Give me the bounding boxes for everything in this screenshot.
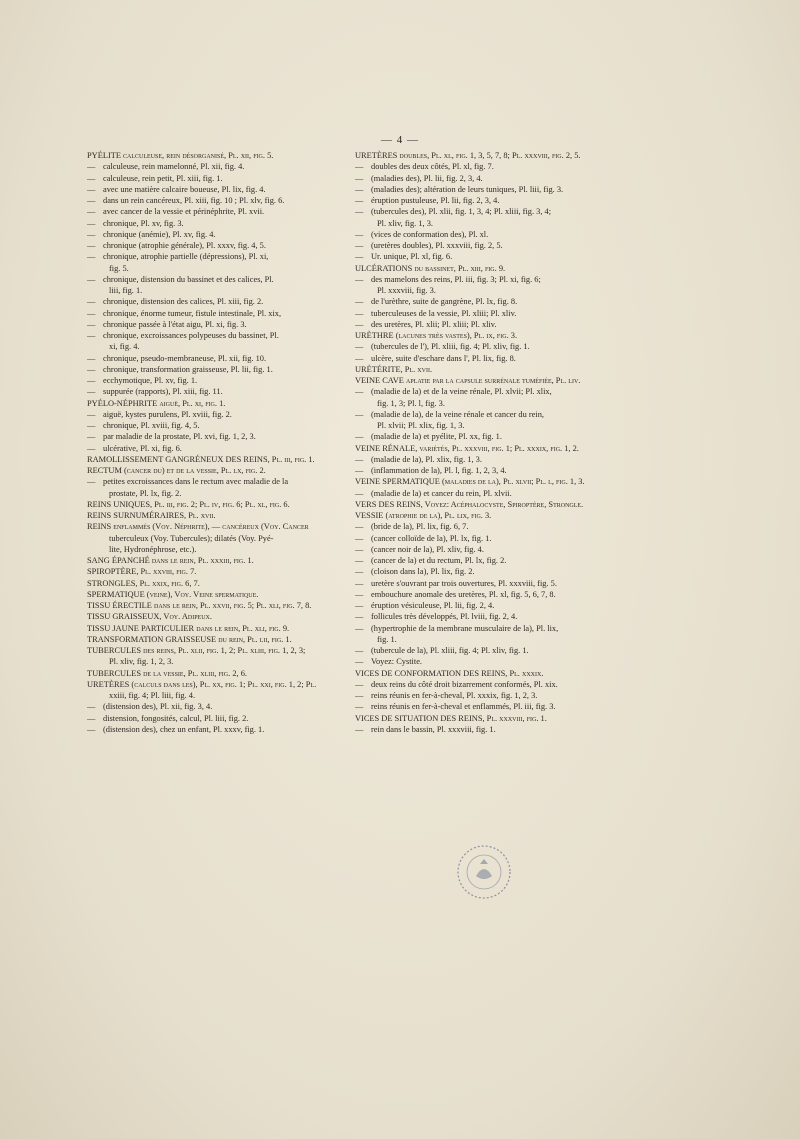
left-index-entry: RAMOLLISSEMENT GANGRÉNEUX DES REINS, Pl. iii, fig. 1. (87, 454, 315, 464)
left-index-entry: lite, Hydronéphrose, etc.). (109, 544, 197, 554)
left-index-entry: TUBERCULES des reins, Pl. xlii, fig. 1, 2; Pl. xliii, fig. 1, 2, 3; (87, 646, 306, 655)
right-index-entry: — (uretères doubles), Pl. xxxviii, fig. 2, 5. (355, 240, 617, 251)
index-column-right (355, 150, 617, 735)
left-index-entry: — chronique, excroissances polypeuses du bassinet, Pl. (87, 330, 345, 341)
left-index-entry: TUBERCULES de la vessie, Pl. xliii, fig. 2, 6. (87, 668, 247, 678)
left-index-entry: — chronique, Pl. xv, fig. 3. (87, 218, 345, 229)
right-index-entry: — (maladie de la) et cancer du rein, Pl. xlvii. (355, 488, 617, 499)
right-index-entry: — (hypertrophie de la membrane musculaire de la), Pl. lix, (355, 623, 617, 634)
left-index-entry: SPERMATIQUE (veine), Voy. Veine spermatique. (87, 589, 259, 599)
left-index-entry: — ulcérative, Pl. xi, fig. 6. (87, 443, 345, 454)
right-index-entry: — (cloison dans la), Pl. lix, fig. 2. (355, 566, 617, 577)
right-index-entry: Pl. xlvii; Pl. xlix, fig. 1, 3. (377, 421, 465, 430)
left-index-entry: — chronique, pseudo-membraneuse, Pl. xii, fig. 10. (87, 353, 345, 364)
left-index-entry: — calculeuse, rein mamelonné, Pl. xii, fig. 4. (87, 161, 345, 172)
right-index-entry: — reins réunis en fer-à-cheval, Pl. xxxix, fig. 1, 2, 3. (355, 690, 617, 701)
left-index-entry: xxiii, fig. 4; Pl. liii, fig. 4. (109, 691, 196, 700)
right-index-entry: — des uretères, Pl. xlii; Pl. xliii; Pl. xliv. (355, 319, 617, 330)
right-index-entry: — (maladies des), Pl. lii, fig. 2, 3, 4. (355, 173, 617, 184)
right-index-entry: — Voyez: Cystite. (355, 656, 617, 667)
right-index-entry: — reins réunis en fer-à-cheval et enflammés, Pl. iii, fig. 3. (355, 701, 617, 712)
left-index-entry: — chronique (atrophie générale), Pl. xxxv, fig. 4, 5. (87, 240, 345, 251)
left-index-entry: fig. 5. (109, 263, 129, 273)
left-index-entry: tuberculeux (Voy. Tubercules); dilatés (Voy. Pyé- (109, 533, 274, 543)
left-index-entry: — chronique (anémie), Pl. xv, fig. 4. (87, 229, 345, 240)
right-index-entry: — (inflammation de la), Pl. l, fig. 1, 2, 3, 4. (355, 465, 617, 476)
right-index-entry: — rein dans le bassin, Pl. xxxviii, fig. 1. (355, 724, 617, 735)
right-index-entry: — (maladies des); altération de leurs tuniques, Pl. liii, fig. 3. (355, 184, 617, 195)
left-index-entry: REINS enflammés (Voy. Néphrite), — cancéreux (Voy. Cancer (87, 522, 309, 532)
right-index-entry: — (bride de la), Pl. lix, fig. 6, 7. (355, 521, 617, 532)
right-index-entry: fig. 1, 3; Pl. l, fig. 3. (377, 398, 445, 408)
right-index-entry: — éruption pustuleuse, Pl. lii, fig. 2, 3, 4. (355, 195, 617, 206)
library-stamp (452, 840, 516, 904)
left-index-entry: — suppurée (rapports), Pl. xiii, fig. 11. (87, 386, 345, 397)
right-index-entry: VESSIE (atrophie de la), Pl. lix, fig. 3. (355, 511, 492, 520)
left-index-entry: — chronique passée à l'état aigu, Pl. xi, fig. 3. (87, 319, 345, 330)
left-index-entry: — chronique, énorme tumeur, fistule intestinale, Pl. xix, (87, 308, 345, 319)
left-index-entry: — chronique, Pl. xviii, fig. 4, 5. (87, 420, 345, 431)
right-index-entry: — (maladie de la) et pyélite, Pl. xx, fig. 1. (355, 431, 617, 442)
right-index-entry: fig. 1. (377, 634, 397, 644)
right-index-entry: VEINE RÉNALE, variétés, Pl. xxxviii, fig. 1; Pl. xxxix, fig. 1, 2. (355, 443, 579, 453)
left-index-entry: REINS UNIQUES, Pl. iii, fig. 2; Pl. iv, fig. 6; Pl. xl, fig. 6. (87, 499, 290, 509)
right-index-entry: — (maladie de la), Pl. xlix, fig. 1, 3. (355, 454, 617, 465)
right-index-entry: Pl. xxxviii, fig. 3. (377, 286, 436, 295)
right-index-entry: URÈTHRE (lacunes très vastes), Pl. ix, fig. 3. (355, 331, 518, 340)
left-index-entry: URETÈRES (calculs dans les), Pl. xx, fig. 1; Pl. xxi, fig. 1, 2; Pl. (87, 679, 317, 689)
right-index-entry: VERS DES REINS, Voyez: Acéphalocyste, Spiroptère, Strongle. (355, 499, 584, 509)
left-index-entry: liii, fig. 1. (109, 286, 143, 295)
right-index-entry: — embouchure anomale des uretères, Pl. xl, fig. 5, 6, 7, 8. (355, 589, 617, 600)
right-index-entry: URETÈRES doubles, Pl. xl, fig. 1, 3, 5, 7, 8; Pl. xxxviii, fig. 2, 5. (355, 151, 581, 160)
index-column-left (87, 150, 345, 735)
right-index-entry: — (tubercules de l'), Pl. xliii, fig. 4; Pl. xliv, fig. 1. (355, 341, 617, 352)
left-index-entry: SPIROPTÈRE, Pl. xxviii, fig. 7. (87, 567, 197, 577)
left-index-entry: STRONGLES, Pl. xxix, fig. 6, 7. (87, 578, 200, 588)
right-index-entry: — tuberculeuses de la vessie, Pl. xliii; Pl. xliv. (355, 308, 617, 319)
left-index-entry: — (distension des), Pl. xii, fig. 3, 4. (87, 701, 345, 712)
left-index-entry: — par maladie de la prostate, Pl. xvi, fig. 1, 2, 3. (87, 431, 345, 442)
page-number: — 4 — (381, 134, 419, 146)
right-index-entry: — doubles des deux côtés, Pl. xl, fig. 7. (355, 161, 617, 172)
left-index-entry: SANG ÉPANCHÉ dans le rein, Pl. xxxiii, fig. 1. (87, 556, 254, 565)
right-index-entry: — (tubercule de la), Pl. xliii, fig. 4; Pl. xliv, fig. 1. (355, 645, 617, 656)
right-index-entry: — (cancer de la) et du rectum, Pl. lx, fig. 2. (355, 555, 617, 566)
left-index-entry: PYÉLO-NÉPHRITE aiguë, Pl. xi, fig. 1. (87, 398, 226, 408)
right-index-entry: — de l'urèthre, suite de gangrène, Pl. lx, fig. 8. (355, 296, 617, 307)
left-index-entry: — calculeuse, rein petit, Pl. xiii, fig. 1. (87, 173, 345, 184)
left-index-entry: — chronique, distension du bassinet et des calices, Pl. (87, 274, 345, 285)
left-index-entry: TRANSFORMATION GRAISSEUSE du rein, Pl. lii, fig. 1. (87, 634, 292, 644)
right-index-entry: — (maladie de la), de la veine rénale et cancer du rein, (355, 409, 617, 420)
left-index-entry: PYÉLITE calculeuse, rein désorganisé, Pl. xii, fig. 5. (87, 151, 274, 160)
right-index-entry: — follicules très développés, Pl. lviii, fig. 2, 4. (355, 611, 617, 622)
right-index-entry: ULCÉRATIONS du bassinet, Pl. xiii, fig. 9. (355, 263, 506, 273)
left-index-entry: — chronique, atrophie partielle (dépressions), Pl. xi, (87, 251, 345, 262)
left-index-entry: RECTUM (cancer du) et de la vessie, Pl. lx, fig. 2. (87, 466, 266, 475)
right-index-entry: — des mamelons des reins, Pl. iii, fig. 3; Pl. xi, fig. 6; (355, 274, 617, 285)
right-index-entry: VICES DE CONFORMATION DES REINS, Pl. xxxix. (355, 668, 544, 678)
right-index-entry: VEINE CAVE aplatie par la capsule surrénale tuméfiée, Pl. liv. (355, 376, 581, 385)
left-index-entry: Pl. xliv, fig. 1, 2, 3. (109, 657, 174, 667)
left-index-entry: — petites excroissances dans le rectum avec maladie de la (87, 476, 345, 487)
left-index-entry: — distension, fongosités, calcul, Pl. liii, fig. 2. (87, 713, 345, 724)
right-index-entry: VEINE SPERMATIQUE (maladies de la), Pl. xlvii; Pl. l, fig. 1, 3. (355, 477, 585, 487)
right-index-entry: — ulcère, suite d'eschare dans l', Pl. lix, fig. 8. (355, 353, 617, 364)
left-index-entry: TISSU GRAISSEUX, Voy. Adipeux. (87, 612, 212, 622)
left-index-entry: — aiguë, kystes purulens, Pl. xviii, fig. 2. (87, 409, 345, 420)
left-index-entry: — chronique, transformation graisseuse, Pl. lii, fig. 1. (87, 364, 345, 375)
right-index-entry: VICES DE SITUATION DES REINS, Pl. xxxviii, fig. 1. (355, 713, 547, 723)
right-index-entry: — (tubercules des), Pl. xlii, fig. 1, 3, 4; Pl. xliii, fig. 3, 4; (355, 206, 617, 217)
right-index-entry: — éruption vésiculeuse, Pl. lii, fig. 2, 4. (355, 600, 617, 611)
left-index-entry: prostate, Pl. lx, fig. 2. (109, 488, 182, 498)
left-index-entry: — chronique, distension des calices, Pl. xiii, fig. 2. (87, 296, 345, 307)
right-index-entry: — (cancer colloïde de la), Pl. lx, fig. 1. (355, 533, 617, 544)
left-index-entry: — avec cancer de la vessie et périnéphrite, Pl. xvii. (87, 206, 345, 217)
right-index-entry: — Ur. unique, Pl. xl, fig. 6. (355, 251, 617, 262)
right-index-entry: — uretère s'ouvrant par trois ouvertures, Pl. xxxviii, fig. 5. (355, 578, 617, 589)
right-index-entry: — deux reins du côté droit bizarrement conformés, Pl. xix. (355, 679, 617, 690)
left-index-entry: — dans un rein cancéreux, Pl. xiii, fig. 10 ; Pl. xlv, fig. 6. (87, 195, 345, 206)
right-index-entry: — (cancer noir de la), Pl. xliv, fig. 4. (355, 544, 617, 555)
left-index-entry: — avec une matière calcaire boueuse, Pl. lix, fig. 4. (87, 184, 345, 195)
right-index-entry: — (maladie de la) et de la veine rénale, Pl. xlvii; Pl. xlix, (355, 386, 617, 397)
left-index-entry: xi, fig. 4. (109, 342, 140, 352)
left-index-entry: TISSU JAUNE PARTICULIER dans le rein, Pl. xli, fig. 9. (87, 623, 290, 633)
right-index-entry: URÉTÉRITE, Pl. xvii. (355, 364, 433, 374)
left-index-entry: REINS SURNUMÉRAIRES, Pl. xvii. (87, 511, 216, 520)
left-index-entry: TISSU ÉRECTILE dans le rein, Pl. xxvii, fig. 5; Pl. xli, fig. 7, 8. (87, 601, 312, 610)
right-index-entry: — (vices de conformation des), Pl. xl. (355, 229, 617, 240)
left-index-entry: — (distension des), chez un enfant, Pl. xxxv, fig. 1. (87, 724, 345, 735)
right-index-entry: Pl. xliv, fig. 1, 3. (377, 218, 433, 228)
left-index-entry: — ecchymotique, Pl. xv, fig. 1. (87, 375, 345, 386)
